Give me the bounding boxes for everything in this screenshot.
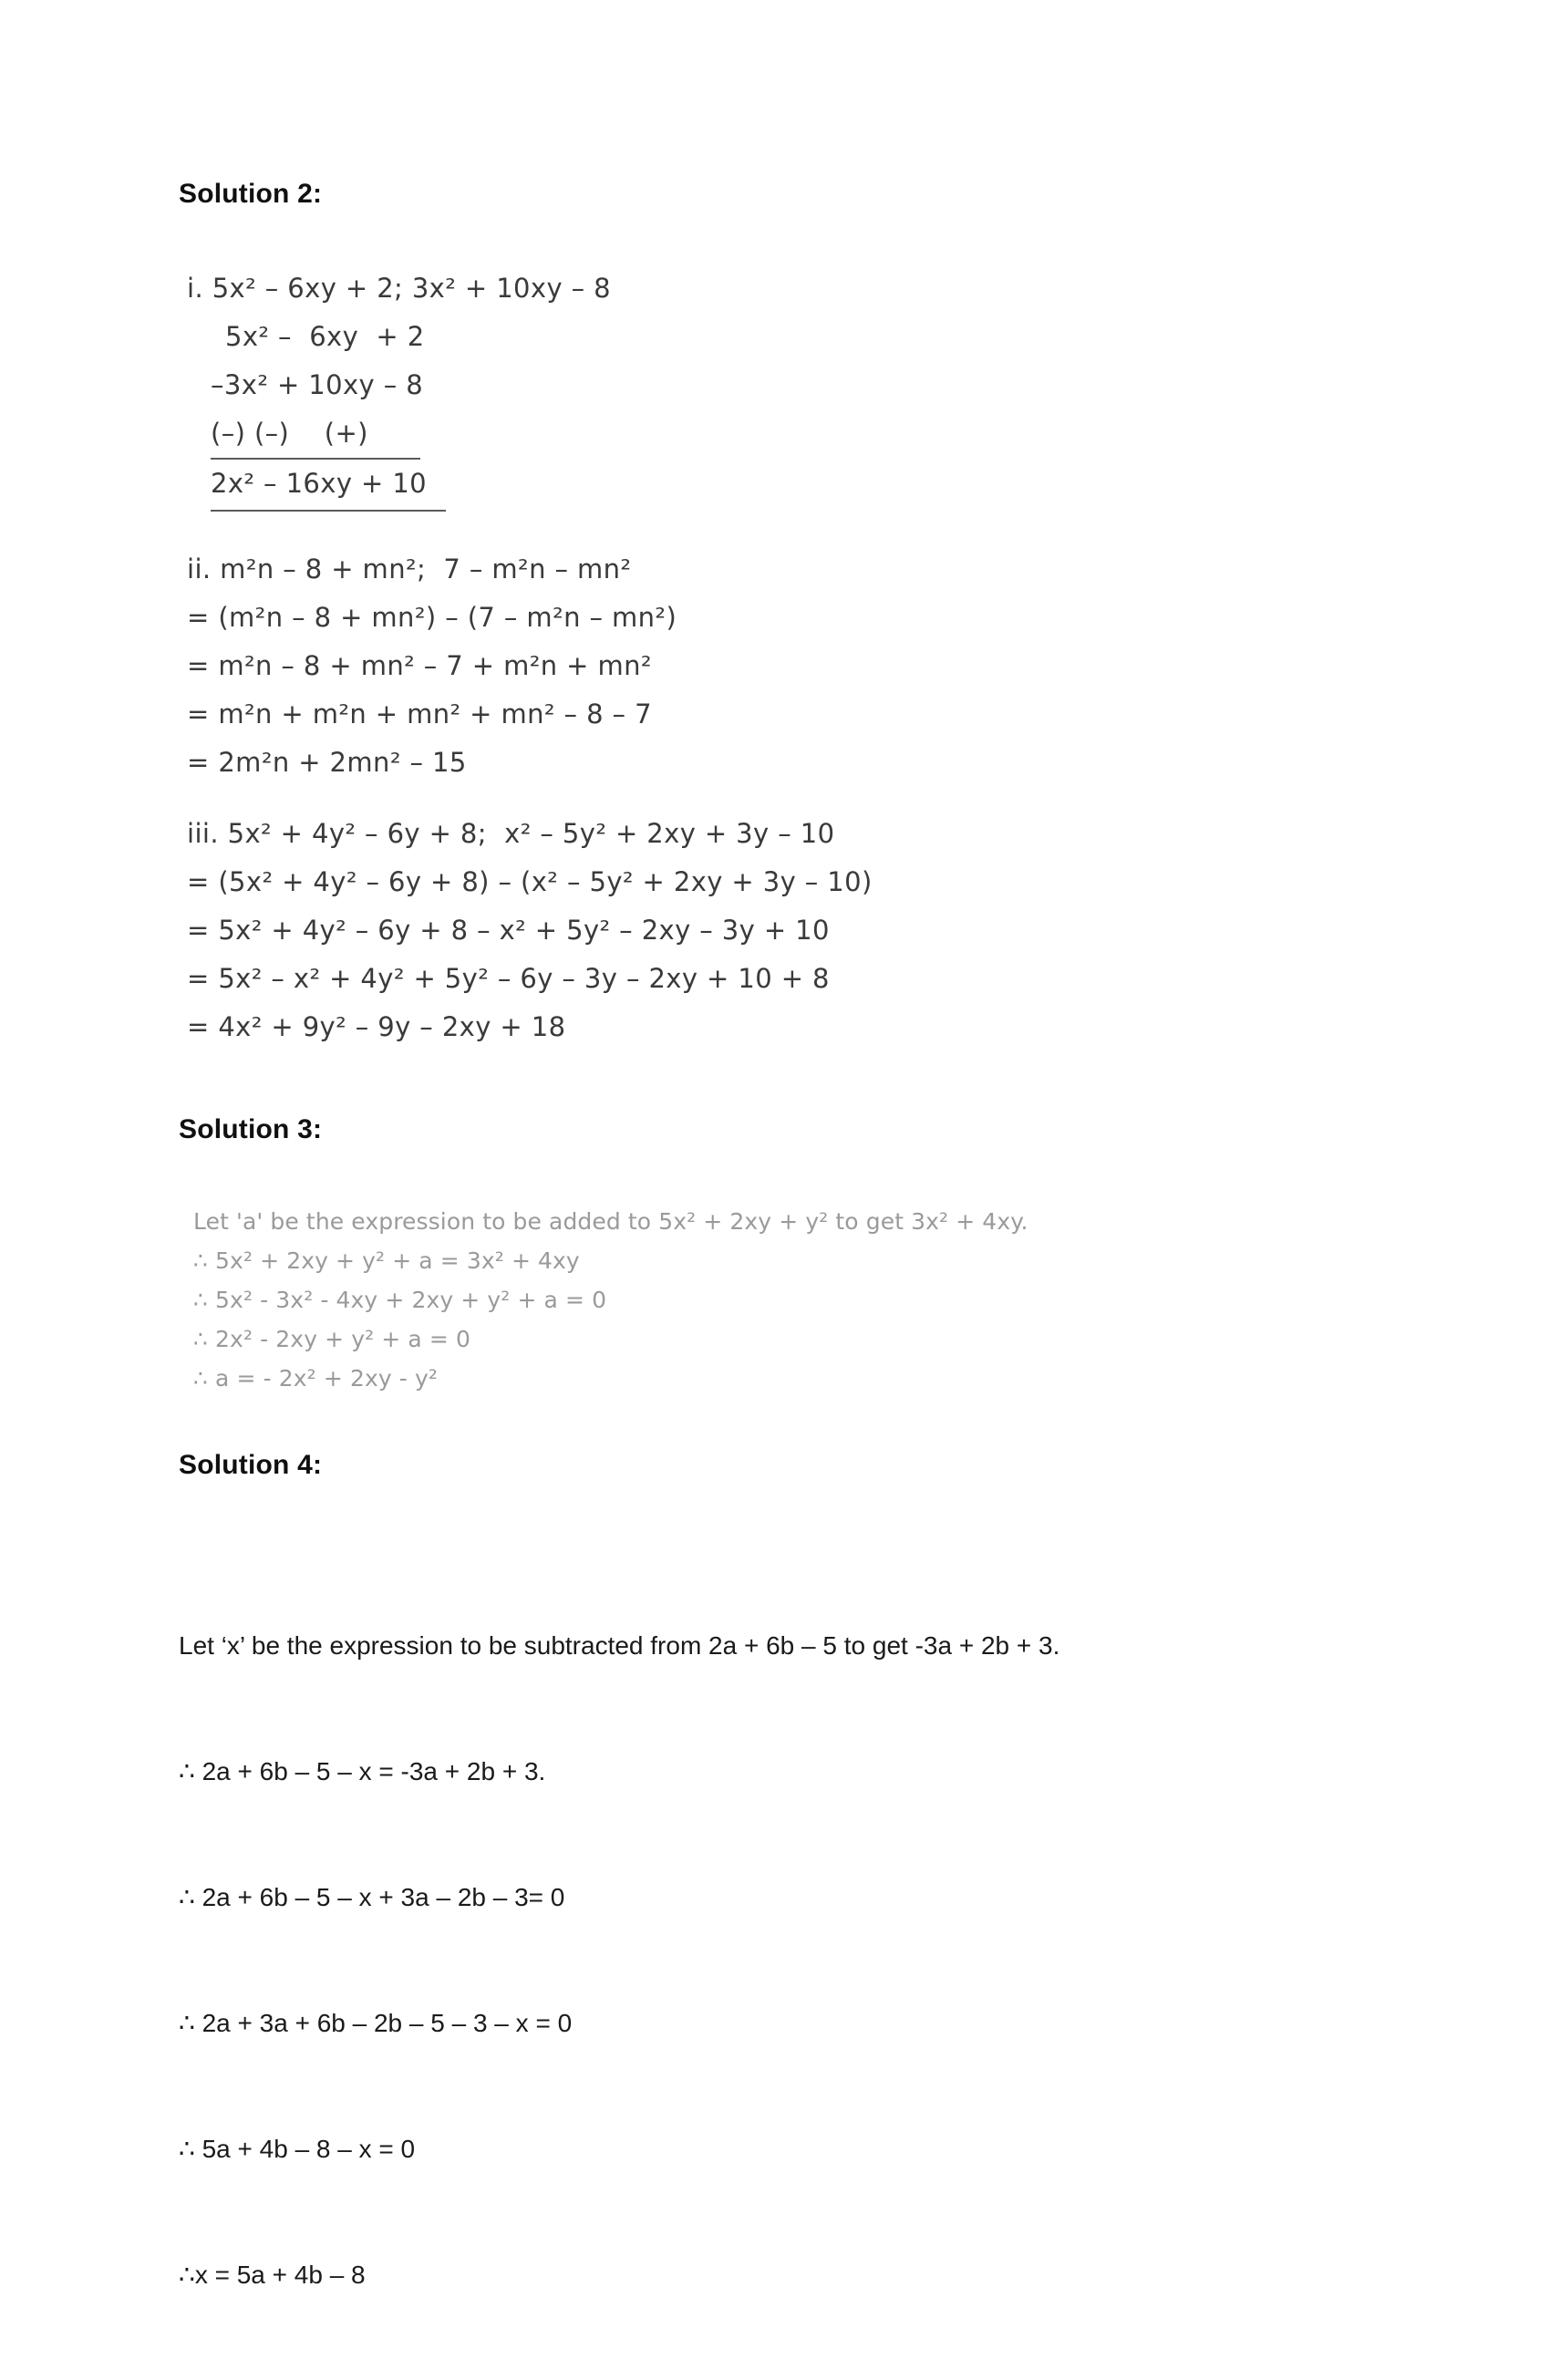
solution-3-line-3: ∴ 5x² - 3x² - 4xy + 2xy + y² + a = 0 (193, 1287, 607, 1313)
part-i-vertical-subtraction (211, 313, 446, 512)
part-i-label: i. (187, 273, 204, 304)
part-i-problem (187, 264, 611, 313)
part-iii-problem-text: 5x² + 4y² – 6y + 8; x² – 5y² + 2xy + 3y – 10 (227, 818, 835, 849)
solution-4-line-5: ∴ 5a + 4b – 8 – x = 0 (179, 2135, 416, 2163)
part-ii-step-3: = m²n + m²n + mn² + mn² – 8 – 7 (187, 698, 652, 730)
solution-4-body (179, 1541, 1059, 2380)
part-i-result: 2x² – 16xy + 10 (211, 460, 446, 512)
part-i-problem-text: 5x² – 6xy + 2; 3x² + 10xy – 8 (212, 273, 612, 304)
part-iii-step-4: = 4x² + 9y² – 9y – 2xy + 18 (187, 1011, 566, 1042)
solution-3-body (193, 1202, 1028, 1398)
part-i-subtrahend: –3x² + 10xy – 8 (211, 369, 424, 400)
part-ii-step-2: = m²n – 8 + mn² – 7 + m²n + mn² (187, 650, 652, 681)
part-ii-problem (187, 545, 677, 594)
solution-4-line-6: ∴x = 5a + 4b – 8 (179, 2261, 366, 2289)
solution-3-line-4: ∴ 2x² - 2xy + y² + a = 0 (193, 1326, 470, 1352)
solution-4-line-3: ∴ 2a + 6b – 5 – x + 3a – 2b – 3= 0 (179, 1883, 565, 1911)
solution-2-part-ii (187, 545, 677, 787)
part-iii-problem (187, 810, 873, 858)
solution-4-line-1: Let ‘x’ be the expression to be subtracted from 2a + 6b – 5 to get -3a + 2b + 3. (179, 1631, 1060, 1660)
solution-4-heading: Solution 4: (179, 1450, 323, 1480)
solution-2-heading: Solution 2: (179, 179, 323, 209)
part-ii-problem-text: m²n – 8 + mn²; 7 – m²n – mn² (220, 554, 632, 585)
solution-3-line-1: Let 'a' be the expression to be added to 5x² + 2xy + y² to get 3x² + 4xy. (193, 1208, 1028, 1235)
solution-3-line-5: ∴ a = - 2x² + 2xy - y² (193, 1365, 438, 1392)
solution-4-line-4: ∴ 2a + 3a + 6b – 2b – 5 – 3 – x = 0 (179, 2009, 573, 2037)
solution-3-line-2: ∴ 5x² + 2xy + y² + a = 3x² + 4xy (193, 1247, 580, 1274)
part-ii-step-4: = 2m²n + 2mn² – 15 (187, 747, 467, 778)
part-ii-step-1: = (m²n – 8 + mn²) – (7 – m²n – mn²) (187, 602, 677, 633)
part-iii-step-3: = 5x² – x² + 4y² + 5y² – 6y – 3y – 2xy + 10 + 8 (187, 963, 830, 994)
part-i-minuend: 5x² – 6xy + 2 (225, 321, 425, 352)
part-iii-label: iii. (187, 818, 219, 849)
part-iii-step-2: = 5x² + 4y² – 6y + 8 – x² + 5y² – 2xy – 3y + 10 (187, 915, 830, 946)
part-i-sign-row: (–) (–) (+) (211, 409, 420, 460)
part-iii-step-1: = (5x² + 4y² – 6y + 8) – (x² – 5y² + 2xy + 3y – 10) (187, 866, 873, 897)
solution-2-part-iii (187, 810, 873, 1051)
part-ii-label: ii. (187, 554, 212, 585)
solution-3-heading: Solution 3: (179, 1114, 323, 1144)
solution-4-line-2: ∴ 2a + 6b – 5 – x = -3a + 2b + 3. (179, 1757, 546, 1785)
solution-2-part-i (187, 264, 611, 512)
